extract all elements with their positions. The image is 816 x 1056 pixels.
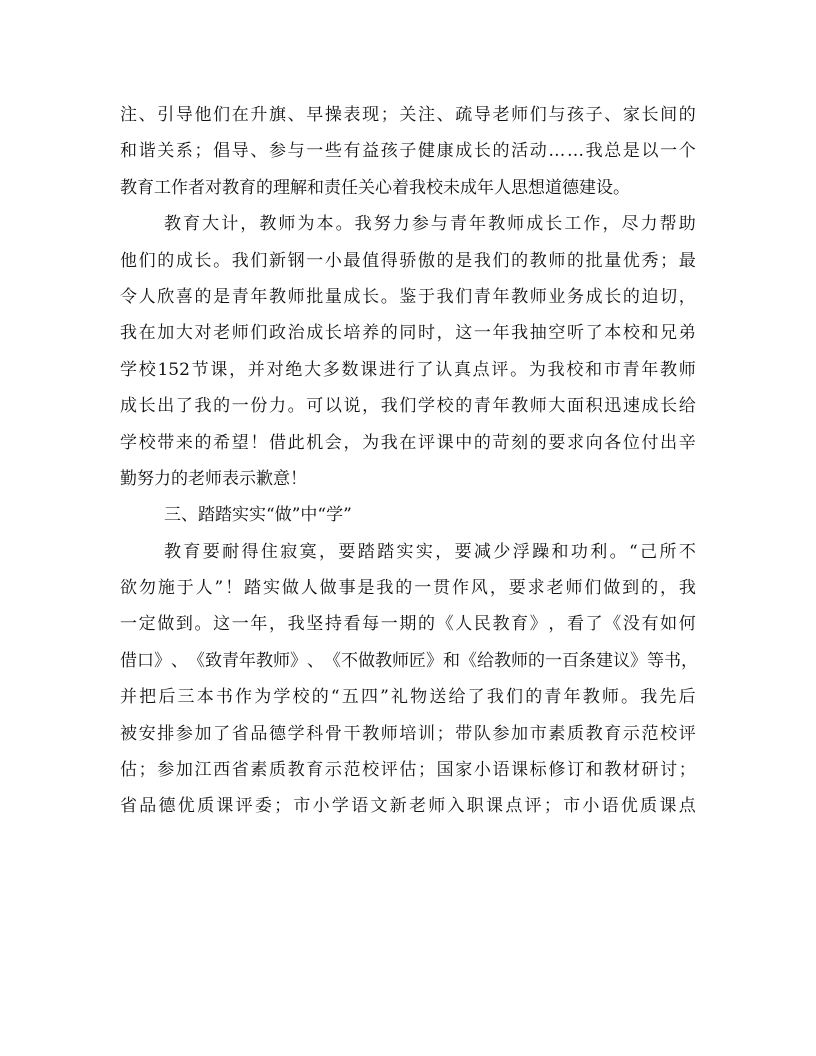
text-line: 学 校 152 节 课 ， 并 对 绝 大 多 数 课 进 行 了 认 真 点 评 。 为 我 校 和 市 青 年 教 师 (120, 359, 696, 380)
text-line: 和 谐 关 系 ； 倡 导 、 参 与 一 些 有 益 孩 子 健 康 成 长 的 活 动 … … 我 总 是 以 一 个 (120, 141, 696, 162)
text-line: 注 、 引 导 他 们 在 升 旗 、 早 操 表 现 ； 关 注 、 疏 导 老 师 们 与 孩 子 、 家 长 间 的 (120, 105, 696, 125)
text-line: 他 们 的 成 长 。 我 们 新 钢 一 小 最 值 得 骄 傲 的 是 我 们 的 教 师 的 批 量 优 秀 ； 最 (120, 250, 696, 271)
body-text (120, 97, 696, 825)
text-line: 令 人 欣 喜 的 是 青 年 教 师 批 量 成 长 。 鉴 于 我 们 青 年 教 师 业 务 成 长 的 迫 切 ， (120, 286, 696, 307)
text-line: 并 把 后 三 本 书 作 为 学 校 的 “ 五 四 ” 礼 物 送 给 了 我 们 的 青 年 教 师 。 我 先 后 (120, 687, 696, 708)
text-line: 估 ； 参 加 江 西 省 素 质 教 育 示 范 校 评 估 ； 国 家 小 语 课 标 修 订 和 教 材 研 讨 ； (120, 760, 696, 781)
text-line: 学 校 带 来 的 希 望 ！ 借 此 机 会 ， 为 我 在 评 课 中 的 苛 刻 的 要 求 向 各 位 付 出 辛 (120, 432, 696, 453)
text-line: 教育工作者对教育的理解和责任关心着我校未成年人思想道德建设。 (120, 177, 630, 198)
text-line: 欲 勿 施 于 人 ” ！ 踏 实 做 人 做 事 是 我 的 一 贯 作 风 ， 要 求 老 师 们 做 到 的 ， 我 (120, 578, 696, 599)
text-line: 借 口 》 、 《 致 青 年 教 师 》 、 《 不 做 教 师 匠 》 和 《 给 教 师 的 一 百 条 建 议 》 等 书 ， (120, 650, 698, 671)
text-line: 勤努力的老师表示歉意！ (120, 468, 307, 489)
section-heading: 三、踏踏实实“做”中“学” (164, 505, 352, 526)
text-line: 一 定 做 到 。 这 一 年 ， 我 坚 持 看 每 一 期 的 《 人 民 教 育 》 ， 看 了 《 没 有 如 何 (120, 614, 696, 635)
text-line: 省 品 德 优 质 课 评 委 ； 市 小 学 语 文 新 老 师 入 职 课 点 评 ； 市 小 语 优 质 课 点 (120, 796, 696, 817)
text-line: 成 长 出 了 我 的 一 份 力 。 可 以 说 ， 我 们 学 校 的 青 年 教 师 大 面 积 迅 速 成 长 给 (120, 396, 696, 417)
text-line: 我 在 加 大 对 老 师 们 政 治 成 长 培 养 的 同 时 ， 这 一 年 我 抽 空 听 了 本 校 和 兄 弟 (120, 323, 696, 344)
paragraph-first-line: 教 育 大 计 ， 教 师 为 本 。 我 努 力 参 与 青 年 教 师 成 长 工 作 ， 尽 力 帮 助 (164, 214, 696, 235)
text-line: 被 安 排 参 加 了 省 品 德 学 科 骨 干 教 师 培 训 ； 带 队 参 加 市 素 质 教 育 示 范 校 评 (120, 723, 696, 744)
paragraph-first-line: 教 育 要 耐 得 住 寂 寞 ， 要 踏 踏 实 实 ， 要 减 少 浮 躁 和 功 利 。 “ 己 所 不 (164, 541, 696, 562)
